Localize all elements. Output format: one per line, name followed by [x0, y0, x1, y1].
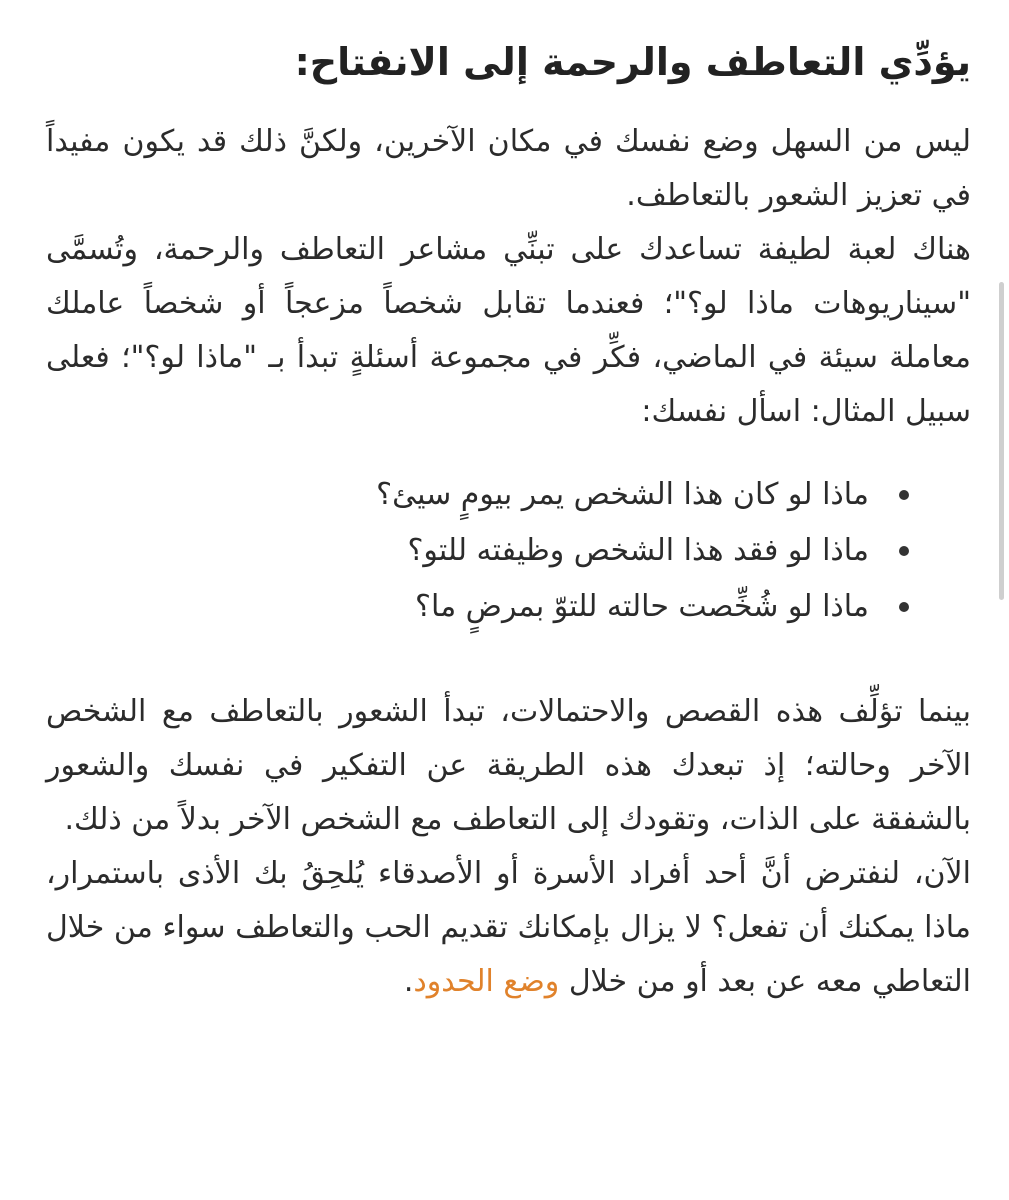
bullet-icon	[899, 546, 909, 556]
list-item	[46, 523, 971, 579]
paragraph-what-if-game: هناك لعبة لطيفة تساعدك على تبنِّي مشاعر التعاطف والرحمة، وتُسمَّى "سيناريوهات ماذا لو؟"؛ فعندما تقابل شخصاً مزعجاً أو شخصاً عاملك معاملة سيئة في الماضي، فكِّر في مجموعة أسئلةٍ تبدأ بـ "ماذا لو؟"؛ فعلى سبيل المثال: اسأل نفسك:	[46, 232, 971, 430]
paragraph-empathy-result: بينما تؤلِّف هذه القصص والاحتمالات، تبدأ الشعور بالتعاطف مع الشخص الآخر وحالته؛ إذ تبعدك هذه الطريقة عن التفكير في نفسك والشعور بالشفقة على الذات، وتقودك إلى التعاطف مع الشخص الآخر بدلاً من ذلك.	[46, 694, 971, 838]
set-boundaries-link[interactable]: وضع الحدود	[413, 964, 560, 1000]
section-heading: يؤدِّي التعاطف والرحمة إلى الانفتاح:	[294, 40, 971, 84]
what-if-questions-list	[46, 467, 971, 635]
paragraph-boundaries-text: الآن، لنفترض أنَّ أحد أفراد الأسرة أو الأصدقاء يُلحِقُ بك الأذى باستمرار، ماذا يمكنك أن تفعل؟ لا يزال بإمكانك تقديم الحب والتعاطف سواء من خلال التعاطي معه عن بعد أو من خلال	[46, 856, 971, 1000]
list-item	[46, 579, 971, 635]
paragraph-intro: ليس من السهل وضع نفسك في مكان الآخرين، ولكنَّ ذلك قد يكون مفيداً في تعزيز الشعور بالتعاطف.	[46, 124, 971, 214]
paragraph-end-period: .	[403, 964, 414, 1000]
paragraph-boundaries	[46, 847, 971, 1009]
list-item-text: ماذا لو فقد هذا الشخص وظيفته للتو؟	[407, 533, 869, 569]
list-item	[46, 467, 971, 523]
list-item-text: ماذا لو كان هذا الشخص يمر بيومٍ سيئ؟	[376, 477, 869, 513]
bullet-icon	[899, 602, 909, 612]
list-item-text: ماذا لو شُخِّصت حالته للتوّ بمرضٍ ما؟	[415, 589, 869, 625]
bullet-icon	[899, 490, 909, 500]
vertical-scrollbar[interactable]	[999, 282, 1004, 600]
